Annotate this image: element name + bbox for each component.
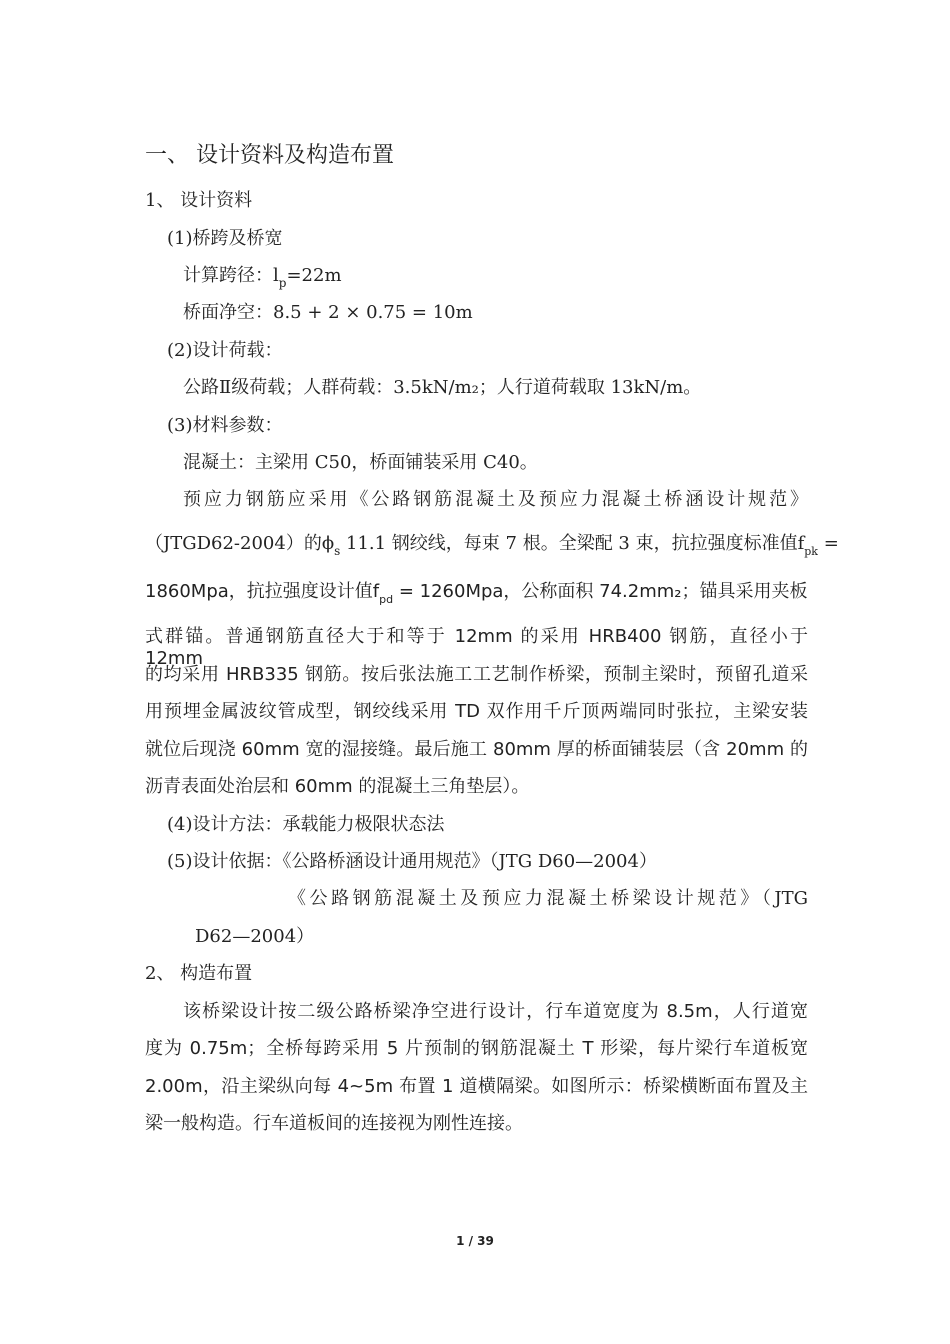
layout-line-2: 度为 0.75m；全桥每跨采用 5 片预制的钢筋混凝土 T 形梁，每片梁行车道板宽 bbox=[145, 1038, 808, 1059]
paragraph-line-1: 预应力钢筋应采用《公路钢筋混凝土及预应力混凝土桥涵设计规范》 bbox=[183, 489, 808, 510]
p2-c: = bbox=[817, 533, 839, 554]
paragraph-line-2 bbox=[145, 533, 839, 563]
item-design-basis: (5)设计依据：《公路桥涵设计通用规范》（JTG D60—2004） bbox=[167, 851, 657, 872]
calc-span-line bbox=[183, 265, 342, 294]
paragraph-line-5: 的均采用 HRB335 钢筋。按后张法施工工艺制作桥梁，预制主梁时，预留孔道采 bbox=[145, 664, 808, 685]
page-number: 1 / 39 bbox=[456, 1234, 494, 1248]
p2-sub-s: s bbox=[334, 544, 341, 558]
item-span-width: (1)桥跨及桥宽 bbox=[167, 228, 283, 249]
paragraph-line-4: 式群锚。普通钢筋直径大于和等于 12mm 的采用 HRB400 钢筋，直径小于 12mm bbox=[145, 626, 808, 669]
reference-line-2: D62—2004） bbox=[195, 926, 315, 947]
paragraph-line-7: 就位后现浇 60mm 宽的湿接缝。最后施工 80mm 厚的桥面铺装层（含 20mm 的 bbox=[145, 739, 808, 760]
p3-a: 1860Mpa，抗拉强度设计值f bbox=[145, 581, 380, 602]
item-design-method: (4)设计方法：承载能力极限状态法 bbox=[167, 814, 445, 835]
paragraph-line-8: 沥青表面处治层和 60mm 的混凝土三角垫层）。 bbox=[145, 776, 530, 797]
layout-line-3: 2.00m，沿主梁纵向每 4~5m 布置 1 道横隔梁。如图所示：桥梁横断面布置及主 bbox=[145, 1076, 808, 1097]
p2-a: （JTGD62-2004）的ϕ bbox=[145, 533, 335, 554]
calc-span-label: 计算跨径： bbox=[183, 265, 273, 286]
item-design-load: (2)设计荷载： bbox=[167, 340, 283, 361]
load-text: 公路Ⅱ级荷载；人群荷载：3.5kN/m₂；人行道荷载取 13kN/m。 bbox=[183, 377, 702, 398]
p2-sub-pk: pk bbox=[804, 545, 818, 558]
calc-span-var: l bbox=[273, 265, 279, 286]
p3-sub-pd: pd bbox=[379, 593, 394, 606]
concrete-text: 混凝土：主梁用 C50，桥面铺装采用 C40。 bbox=[183, 452, 538, 473]
deck-clearance: 桥面净空：8.5 + 2 × 0.75 = 10m bbox=[183, 302, 473, 323]
reference-line-1: 《公路钢筋混凝土及预应力混凝土桥梁设计规范》（JTG bbox=[288, 888, 808, 909]
section-heading: 一、 设计资料及构造布置 bbox=[145, 143, 394, 168]
subsection-title-2: 2、 构造布置 bbox=[145, 963, 253, 984]
p2-b: 11.1 钢绞线，每束 7 根。全梁配 3 束，抗拉强度标准值f bbox=[340, 533, 805, 554]
item-materials: (3)材料参数： bbox=[167, 415, 283, 436]
calc-span-sub: p bbox=[278, 276, 287, 290]
layout-line-4: 梁一般构造。行车道板间的连接视为刚性连接。 bbox=[145, 1113, 523, 1134]
layout-line-1: 该桥梁设计按二级公路桥梁净空进行设计，行车道宽度为 8.5m，人行道宽 bbox=[183, 1001, 808, 1022]
paragraph-line-6: 用预埋金属波纹管成型，钢绞线采用 TD 双作用千斤顶两端同时张拉，主梁安装 bbox=[145, 701, 808, 722]
paragraph-line-3 bbox=[145, 581, 808, 611]
subsection-title: 1、 设计资料 bbox=[145, 190, 253, 211]
p3-b: = 1260Mpa，公称面积 74.2mm₂；锚具采用夹板 bbox=[393, 581, 808, 602]
calc-span-value: =22m bbox=[286, 265, 342, 286]
